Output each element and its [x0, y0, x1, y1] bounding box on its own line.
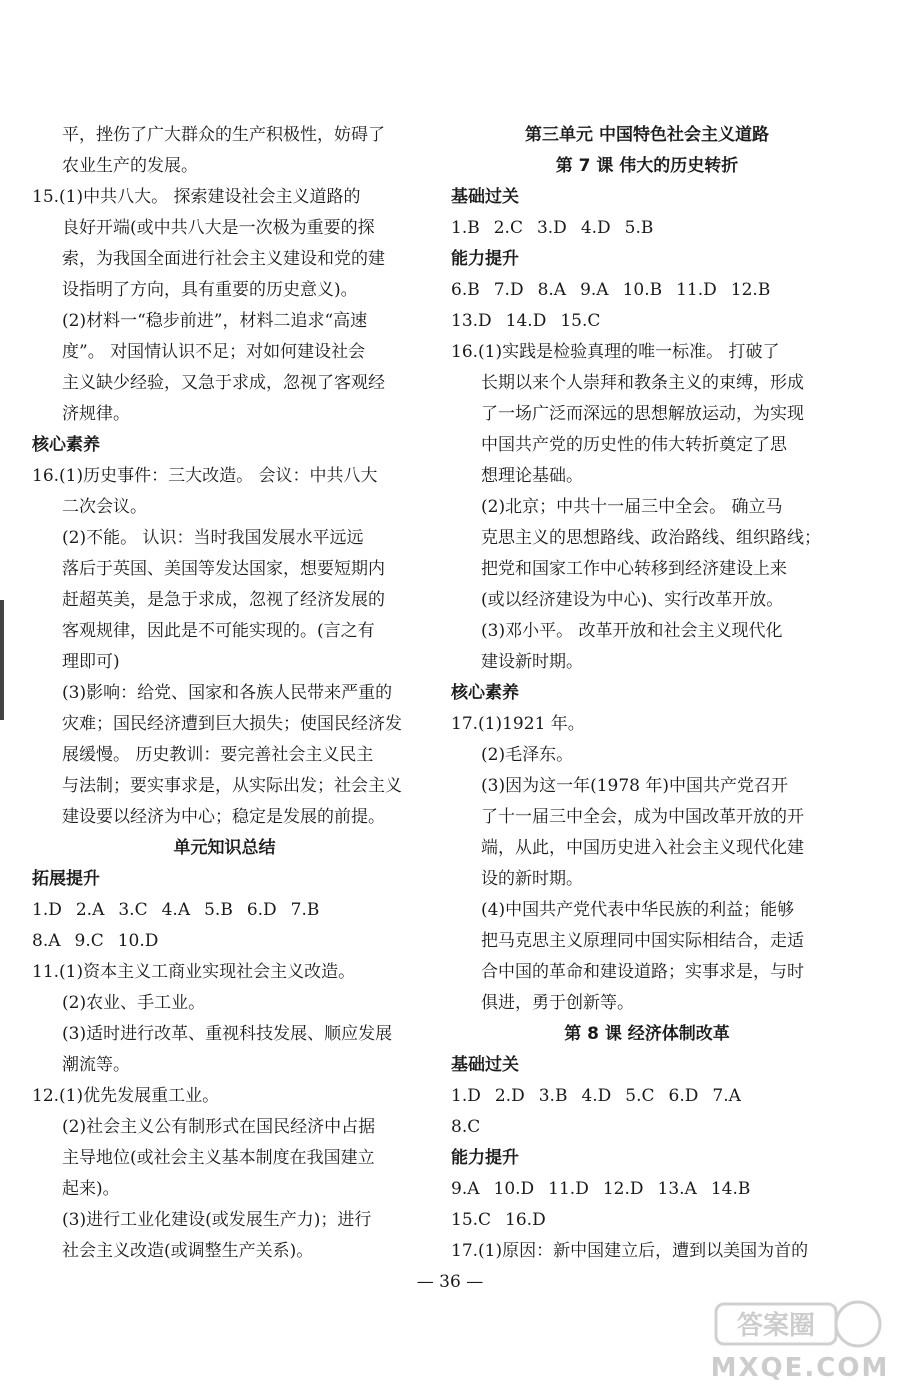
- answer-item: 12.D: [602, 1179, 644, 1199]
- text-line: 落后于英国、美国等发达国家，想要短期内: [62, 559, 385, 579]
- answer-item: 4.A: [161, 900, 191, 920]
- text-line: 与法制；要实事求是，从实际出发；社会主义: [62, 776, 402, 796]
- answer-item: 6.D: [246, 900, 277, 920]
- text-line: 社会主义改造(或调整生产关系)。: [62, 1241, 314, 1261]
- text-line: 了一场广泛而深远的思想解放运动，为实现: [481, 404, 804, 424]
- watermark-logo: [712, 1296, 888, 1384]
- answer-row: [451, 1112, 843, 1143]
- answer-row: [451, 306, 843, 337]
- answer-row: [32, 895, 417, 926]
- answer-item: 3.C: [118, 900, 148, 920]
- text-line: 设指明了方向，具有重要的历史意义)。: [62, 280, 358, 300]
- answer-item: 8.C: [451, 1117, 481, 1137]
- answer-item: 6.B: [451, 280, 480, 300]
- answer-item: 13.A: [657, 1179, 697, 1199]
- answer-item: 9.A: [451, 1179, 480, 1199]
- text-line: (3)因为这一年(1978 年)中国共产党召开: [481, 776, 789, 796]
- text-line: 平，挫伤了广大群众的生产积极性，妨碍了: [62, 125, 385, 145]
- answer-item: 7.A: [712, 1086, 741, 1106]
- text-line: 15.(1)中共八大。 探索建设社会主义道路的: [32, 187, 361, 207]
- answer-item: 1.B: [451, 218, 480, 238]
- answer-item: 9.C: [74, 931, 104, 951]
- text-line: 16.(1)实践是检验真理的唯一标准。 打破了: [451, 342, 780, 362]
- text-line: (2)社会主义公有制形式在国民经济中占据: [62, 1117, 376, 1137]
- answer-item: 2.C: [493, 218, 523, 238]
- lesson-title: 第三单元 中国特色社会主义道路: [525, 125, 769, 145]
- text-line: (2)毛泽东。: [481, 745, 574, 765]
- answer-item: 12.B: [730, 280, 771, 300]
- section-heading: 拓展提升: [32, 869, 100, 889]
- text-line: 索，为我国全面进行社会主义建设和党的建: [62, 249, 385, 269]
- answer-row: [451, 275, 843, 306]
- answer-item: 3.B: [538, 1086, 568, 1106]
- answer-item: 13.D: [451, 311, 492, 331]
- text-line: (3)适时进行改革、重视科技发展、顺应发展: [62, 1024, 393, 1044]
- text-line: 11.(1)资本主义工商业实现社会主义改造。: [32, 962, 356, 982]
- section-heading: 基础过关: [451, 187, 519, 207]
- right-column: [451, 120, 843, 1267]
- answer-item: 5.B: [624, 218, 654, 238]
- text-line: 17.(1)原因：新中国建立后，遭到以美国为首的: [451, 1241, 809, 1261]
- answer-row: [451, 1174, 843, 1205]
- text-line: 建设新时期。: [481, 652, 583, 672]
- text-line: (3)影响：给党、国家和各族人民带来严重的: [62, 683, 393, 703]
- lesson-title: 第 7 课 伟大的历史转折: [555, 156, 739, 176]
- text-line: 想理论基础。: [481, 466, 583, 486]
- text-line: (2)北京；中共十一届三中全会。 确立马: [481, 497, 783, 517]
- text-line: 起来)。: [62, 1179, 120, 1199]
- answer-item: 10.B: [622, 280, 663, 300]
- answer-item: 4.D: [581, 1086, 612, 1106]
- answer-item: 5.C: [625, 1086, 655, 1106]
- text-line: 二次会议。: [62, 497, 147, 517]
- text-line: 把党和国家工作中心转移到经济建设上来: [481, 559, 787, 579]
- answer-item: 11.D: [548, 1179, 589, 1199]
- text-line: 中国共产党的历史性的伟大转折奠定了思: [481, 435, 787, 455]
- text-line: 合中国的革命和建设道路；实事求是，与时: [481, 962, 804, 982]
- answer-item: 9.A: [580, 280, 609, 300]
- answer-item: 1.D: [32, 900, 62, 920]
- answer-item: 15.C: [451, 1210, 492, 1230]
- lesson-title: 第 8 课 经济体制改革: [564, 1024, 730, 1044]
- answer-item: 6.D: [668, 1086, 699, 1106]
- answer-item: 5.B: [204, 900, 233, 920]
- left-column: [32, 120, 417, 1267]
- answer-item: 14.D: [505, 311, 547, 331]
- text-line: 良好开端(或中共八大是一次极为重要的探: [62, 218, 375, 238]
- section-heading: 核心素养: [451, 683, 519, 703]
- answer-item: 1.D: [451, 1086, 481, 1106]
- text-line: 客观规律，因此是不可能实现的。(言之有: [62, 621, 375, 641]
- text-line: 度”。 对国情认识不足；对如何建设社会: [62, 342, 366, 362]
- text-line: 济规律。: [62, 404, 130, 424]
- watermark-text: 答案圈: [736, 1311, 816, 1341]
- text-line: 俱进，勇于创新等。: [481, 993, 634, 1013]
- answer-item: 2.D: [494, 1086, 525, 1106]
- text-line: (3)邓小平。 改革开放和社会主义现代化: [481, 621, 783, 641]
- text-line: (2)农业、手工业。: [62, 993, 206, 1013]
- answer-item: 2.A: [75, 900, 105, 920]
- watermark-graphic: [712, 1296, 888, 1384]
- lesson-title: 单元知识总结: [173, 838, 276, 858]
- answer-row: [451, 1205, 843, 1236]
- text-line: 12.(1)优先发展重工业。: [32, 1086, 220, 1106]
- text-line: 潮流等。: [62, 1055, 130, 1075]
- text-line: (或以经济建设为中心)、实行改革开放。: [481, 590, 784, 610]
- answer-row: [451, 213, 843, 244]
- section-heading: 核心素养: [32, 435, 100, 455]
- answer-item: 11.D: [676, 280, 717, 300]
- section-heading: 基础过关: [451, 1055, 519, 1075]
- answer-item: 10.D: [117, 931, 159, 951]
- text-line: 赶超英美，是急于求成，忽视了经济发展的: [62, 590, 385, 610]
- answer-item: 15.C: [560, 311, 601, 331]
- text-line: (2)不能。 认识：当时我国发展水平远远: [62, 528, 364, 548]
- text-line: (3)进行工业化建设(或发展生产力)；进行: [62, 1210, 372, 1230]
- text-line: 建设要以经济为中心；稳定是发展的前提。: [62, 807, 385, 827]
- text-line: 克思主义的思想路线、政治路线、组织路线；: [481, 528, 821, 548]
- answer-row: [451, 1081, 843, 1112]
- answer-item: 7.B: [290, 900, 320, 920]
- text-line: 17.(1)1921 年。: [451, 714, 585, 734]
- text-line: 展缓慢。 历史教训：要完善社会主义民主: [62, 745, 374, 765]
- text-line: 灾难；国民经济遭到巨大损失；使国民经济发: [62, 714, 402, 734]
- answer-item: 7.D: [493, 280, 524, 300]
- text-line: (2)材料一“稳步前进”，材料二追求“高速: [62, 311, 368, 331]
- text-line: 理即可): [62, 652, 120, 672]
- text-line: 了十一届三中全会，成为中国改革开放的开: [481, 807, 804, 827]
- section-heading: 能力提升: [451, 249, 519, 269]
- text-line: 把马克思主义原理同中国实际相结合，走适: [481, 931, 804, 951]
- page-number: — 36 —: [416, 1272, 484, 1292]
- answer-item: 14.B: [710, 1179, 751, 1199]
- binding-mark: [0, 600, 4, 720]
- section-heading: 能力提升: [451, 1148, 519, 1168]
- text-line: 主义缺少经验，又急于求成，忽视了客观经: [62, 373, 385, 393]
- answer-item: 3.D: [536, 218, 567, 238]
- answer-item: 10.D: [493, 1179, 535, 1199]
- text-line: 农业生产的发展。: [62, 156, 198, 176]
- answer-item: 4.D: [580, 218, 611, 238]
- text-line: (4)中国共产党代表中华民族的利益；能够: [481, 900, 795, 920]
- text-line: 长期以来个人崇拜和教条主义的束缚，形成: [481, 373, 804, 393]
- answer-item: 8.A: [32, 931, 61, 951]
- answer-item: 16.D: [505, 1210, 546, 1230]
- text-line: 设的新时期。: [481, 869, 583, 889]
- text-line: 16.(1)历史事件：三大改造。 会议：中共八大: [32, 466, 378, 486]
- watermark-url: MXQE.COM: [712, 1353, 888, 1383]
- answer-item: 8.A: [537, 280, 567, 300]
- text-line: 主导地位(或社会主义基本制度在我国建立: [62, 1148, 375, 1168]
- text-line: 端，从此，中国历史进入社会主义现代化建: [481, 838, 804, 858]
- answer-row: [32, 926, 417, 957]
